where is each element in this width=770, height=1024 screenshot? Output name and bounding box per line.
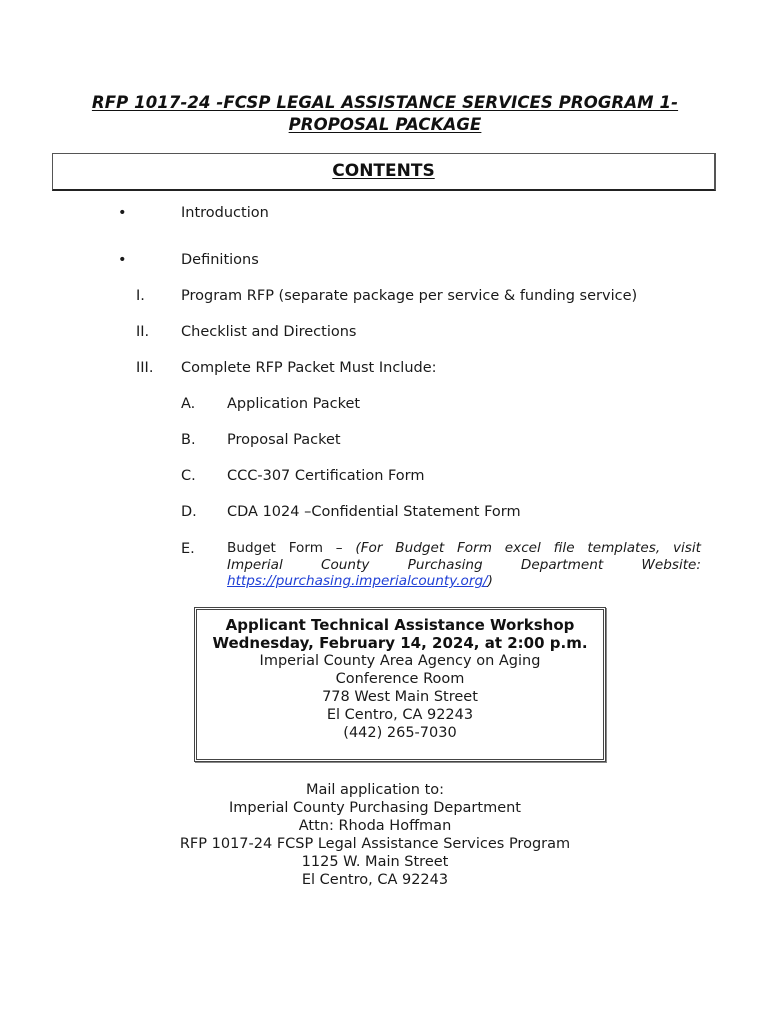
roman-marker: I.: [136, 288, 145, 304]
workshop-city: El Centro, CA 92243: [326, 707, 474, 723]
workshop-heading: Applicant Technical Assistance Workshop: [225, 616, 575, 634]
subitem-cda1024-form: CDA 1024 –Confidential Statement Form: [227, 504, 521, 520]
letter-marker: D.: [181, 504, 197, 520]
budget-line-1: [227, 540, 701, 557]
workshop-info-box: [194, 607, 606, 762]
mail-department: Imperial County Purchasing Department: [229, 800, 521, 816]
roman-marker: II.: [136, 324, 150, 340]
contents-heading: CONTENTS: [332, 161, 435, 181]
letter-marker: A.: [181, 396, 196, 412]
subitem-proposal-packet: Proposal Packet: [227, 432, 341, 448]
mail-attention: Attn: Rhoda Hoffman: [298, 818, 452, 834]
workshop-phone: (442) 265-7030: [343, 725, 457, 741]
mail-program: RFP 1017-24 FCSP Legal Assistance Services Program: [179, 836, 571, 852]
toc-item-introduction: Introduction: [181, 205, 269, 221]
mail-city: El Centro, CA 92243: [301, 872, 449, 888]
workshop-location: Imperial County Area Agency on Aging: [259, 653, 541, 669]
letter-marker: C.: [181, 468, 196, 484]
letter-marker: B.: [181, 432, 196, 448]
toc-item-program-rfp: Program RFP (separate package per service & funding service): [181, 288, 638, 304]
document-title: [50, 92, 720, 136]
subitem-ccc307-form: CCC-307 Certification Form: [227, 468, 425, 484]
toc-item-definitions: Definitions: [181, 252, 259, 268]
bullet-marker: •: [118, 205, 127, 221]
budget-note-text-2: Imperial County Purchasing Department Website:: [227, 556, 701, 573]
workshop-datetime: Wednesday, February 14, 2024, at 2:00 p.m.: [212, 634, 588, 652]
budget-form-label: Budget Form: [227, 540, 323, 556]
bullet-marker: •: [118, 252, 127, 268]
roman-marker: III.: [136, 360, 154, 376]
toc-item-checklist: Checklist and Directions: [181, 324, 357, 340]
mailing-address: [100, 781, 650, 889]
workshop-street: 778 West Main Street: [322, 689, 478, 705]
workshop-room: Conference Room: [335, 671, 465, 687]
purchasing-website-link[interactable]: https://purchasing.imperialcounty.org/: [227, 573, 488, 589]
budget-close-paren: ): [487, 573, 493, 589]
subitem-application-packet: Application Packet: [227, 396, 361, 412]
mail-street: 1125 W. Main Street: [301, 854, 449, 870]
toc-item-complete-packet: Complete RFP Packet Must Include:: [181, 360, 437, 376]
subitem-budget-form: [227, 540, 701, 590]
contents-box: [52, 153, 716, 191]
budget-dash: –: [322, 540, 356, 556]
budget-line-3: [227, 573, 701, 590]
title-line-2: PROPOSAL PACKAGE: [288, 115, 482, 134]
title-line-1: RFP 1017-24 -FCSP LEGAL ASSISTANCE SERVICES PROGRAM 1-: [91, 93, 679, 112]
letter-marker: E.: [181, 541, 195, 557]
budget-note-text-1: (For Budget Form excel file templates, visit: [355, 540, 701, 556]
mail-intro: Mail application to:: [305, 782, 445, 798]
